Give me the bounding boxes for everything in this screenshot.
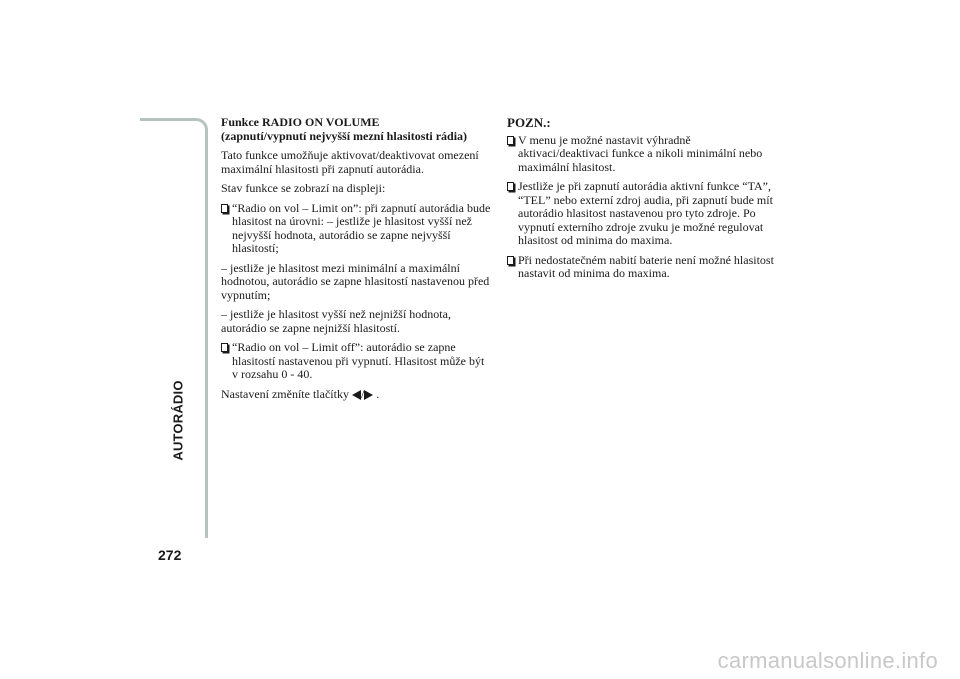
right-triangle-icon bbox=[364, 390, 373, 400]
checkbox-bullet-icon bbox=[221, 204, 228, 213]
change-setting-text: Nastavení změníte tlačítky bbox=[221, 386, 349, 401]
right-column bbox=[507, 116, 782, 287]
checkbox-bullet-icon bbox=[221, 343, 228, 352]
dash-paragraph-low: – jestliže je hlasitost vyšší než nejnižší hodnota, autorádio se zapne nejnižší hlasitostí. bbox=[221, 307, 451, 335]
dash-paragraph-mid: – jestliže je hlasitost mezi minimální a maximální hodnotou, autorádio se zapne hlasitostí nastavenou před vypnutím; bbox=[221, 260, 490, 302]
note-bullet-battery-text: Při nedostatečném nabití baterie není možné hlasitost nastavit od minima do maxima. bbox=[518, 252, 774, 280]
intro-paragraph: Tato funkce umožňuje aktivovat/deaktivovat omezení maximální hlasitosti při zapnutí autorádia. bbox=[221, 148, 479, 176]
section-heading: Funkce RADIO ON VOLUME bbox=[221, 115, 380, 129]
note-bullet-menu-text: V menu je možné nastavit výhradně aktivaci/deaktivaci funkce a nikoli minimální nebo maximální hlasitost. bbox=[518, 132, 763, 174]
bullet-limit-on bbox=[221, 202, 493, 256]
section-subheading: (zapnutí/vypnutí nejvyšší mezní hlasitosti rádia) bbox=[221, 128, 468, 143]
note-bullet-external-source-text: Jestliže je při zapnutí autorádia aktivní funkce “TA”, “TEL” nebo externí zdroj audia, při zapnutí bude mít autorádio hlasitost nastavenou pro tyto zdroje. Po vypnutí externího zdroje zvuku je možné regulovat hlasitost od minima do maxima. bbox=[518, 179, 773, 247]
note-bullet-battery bbox=[507, 254, 782, 281]
sentence-period: . bbox=[376, 386, 380, 401]
checkbox-bullet-icon bbox=[507, 136, 514, 145]
note-bullet-external-source bbox=[507, 180, 782, 248]
note-title: POZN.: bbox=[507, 115, 551, 130]
change-setting-paragraph bbox=[221, 388, 493, 402]
bullet-limit-off-text: “Radio on vol – Limit off”: autorádio se zapne hlasitostí nastavenou při vypnutí. Hlasitost může být v rozsahu 0 - 40. bbox=[232, 340, 485, 381]
checkbox-bullet-icon bbox=[507, 182, 514, 191]
display-note-paragraph: Stav funkce se zobrazí na displeji: bbox=[221, 181, 386, 195]
left-triangle-icon bbox=[352, 390, 361, 400]
bullet-limit-off bbox=[221, 341, 493, 382]
bullet-limit-on-text: “Radio on vol – Limit on”: při zapnutí autorádia bude hlasitost na úrovni: – jestliže je hlasitost vyšší než nejvyšší hodnota, autorádio se zapne nejvyšší hlasitostí; bbox=[232, 200, 491, 255]
note-bullet-menu bbox=[507, 134, 782, 175]
left-column bbox=[221, 116, 493, 407]
watermark: carmanualsonline.info bbox=[717, 648, 938, 673]
section-tab-border bbox=[140, 118, 208, 538]
page-number: 272 bbox=[158, 547, 182, 563]
section-label: AUTORÁDIO bbox=[170, 379, 186, 461]
arrow-separator: / bbox=[360, 386, 365, 401]
checkbox-bullet-icon bbox=[507, 256, 514, 265]
